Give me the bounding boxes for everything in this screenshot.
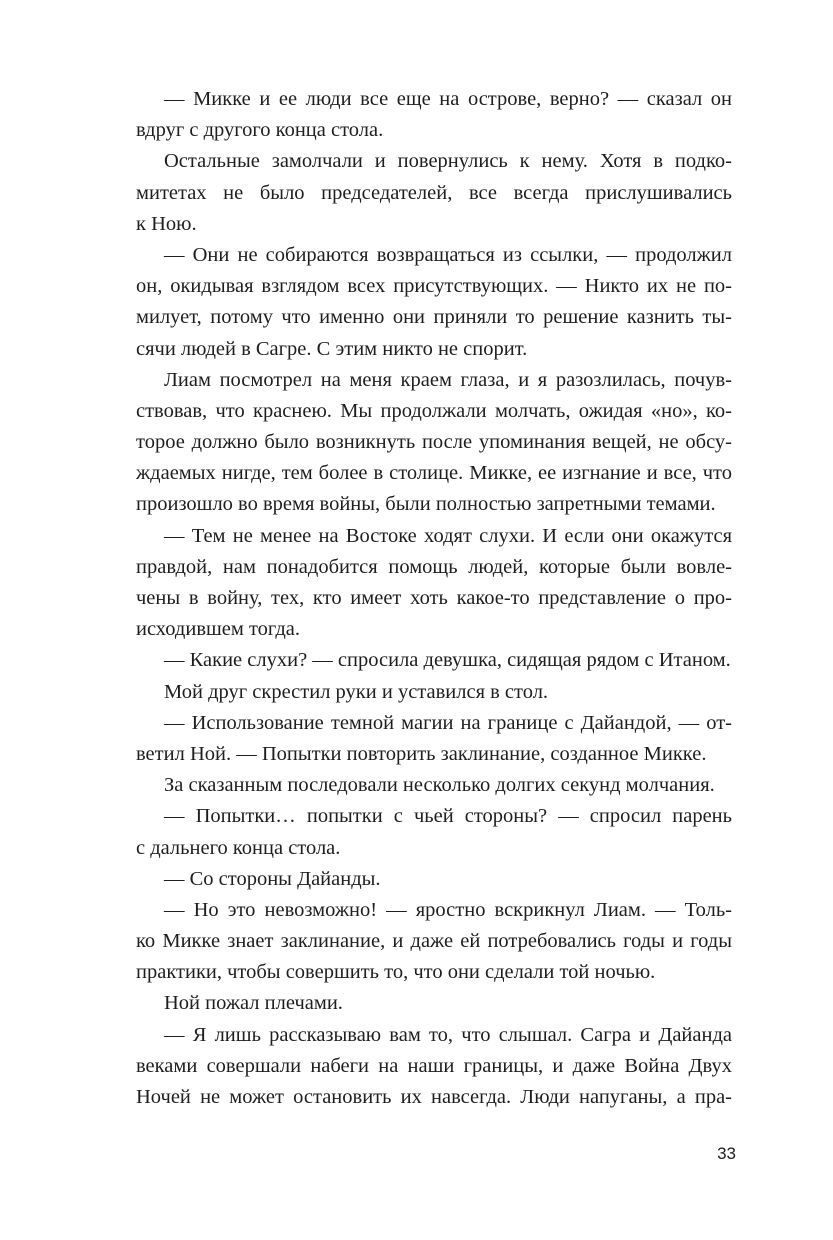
text-line: — Попытки… попытки с чьей стороны? — спросил парень bbox=[164, 805, 732, 828]
text-line: — Тем не менее на Востоке ходят слухи. И если они окажутся bbox=[164, 524, 732, 547]
text-line: — Я лишь рассказываю вам то, что слышал. Сагра и Дайанда bbox=[164, 1023, 732, 1046]
text-line: вдруг с другого конца стола. bbox=[136, 119, 384, 142]
text-line: ветил Ной. — Попытки повторить заклинание, созданное Микке. bbox=[136, 742, 707, 765]
paragraph bbox=[136, 770, 732, 801]
paragraph bbox=[136, 677, 732, 708]
text-line: чены в войну, тех, кто имеет хоть какое-то представление о про- bbox=[136, 587, 732, 609]
text-line: — Они не собираются возвращаться из ссылки, — продолжил bbox=[164, 243, 732, 266]
text-line: ствовав, что краснею. Мы продолжали молчать, ожидая «но», ко- bbox=[136, 399, 732, 422]
text-line: сячи людей в Сагре. С этим никто не спорит. bbox=[136, 337, 528, 360]
text-line: к Ною. bbox=[136, 212, 197, 235]
paragraph bbox=[136, 988, 732, 1019]
text-line: ко Микке знает заклинание, и даже ей потребовались годы и годы bbox=[136, 930, 732, 953]
text-line: — Какие слухи? — спросила девушка, сидящая рядом с Итаном. bbox=[164, 649, 731, 672]
paragraph bbox=[136, 708, 732, 770]
text-line: — Использование темной магии на границе с Дайандой, — от- bbox=[164, 711, 732, 734]
text-line: митетах не было председателей, все всегда прислушивались bbox=[136, 181, 732, 204]
text-line: Остальные замолчали и повернулись к нему. Хотя в подко- bbox=[164, 150, 732, 173]
text-line: ждаемых нигде, тем более в столице. Микке, ее изгнание и все, что bbox=[136, 462, 732, 485]
paragraph bbox=[136, 365, 732, 521]
text-line: — Микке и ее люди все еще на острове, верно? — сказал он bbox=[164, 88, 732, 110]
paragraph bbox=[136, 146, 732, 240]
text-line: — Но это невозможно! — яростно вскрикнул Лиам. — Толь- bbox=[164, 898, 732, 921]
text-line: практики, чтобы совершить то, что они сделали той ночью. bbox=[136, 961, 656, 984]
text-line: Лиам посмотрел на меня краем глаза, и я разозлилась, почув- bbox=[164, 368, 732, 391]
paragraph bbox=[136, 1020, 732, 1114]
paragraph bbox=[136, 84, 732, 146]
page-number: 33 bbox=[717, 1144, 736, 1163]
text-line: — Со стороны Дайанды. bbox=[164, 867, 381, 890]
body-text bbox=[136, 84, 732, 1113]
text-line: Мой друг скрестил руки и уставился в стол. bbox=[164, 680, 549, 703]
text-line: исходившем тогда. bbox=[136, 618, 300, 641]
text-line: За сказанным последовали несколько долгих секунд молчания. bbox=[164, 774, 715, 797]
text-line: правдой, нам понадобится помощь людей, которые были вовле- bbox=[136, 555, 732, 578]
text-line: веками совершали набеги на наши границы, и даже Война Двух bbox=[136, 1054, 732, 1077]
paragraph bbox=[136, 240, 732, 365]
paragraph bbox=[136, 864, 732, 895]
text-line: он, окидывая взглядом всех присутствующих. — Никто их не по- bbox=[136, 275, 732, 298]
paragraph bbox=[136, 895, 732, 989]
paragraph bbox=[136, 521, 732, 646]
text-line: милует, потому что именно они приняли то решение казнить ты- bbox=[136, 306, 732, 329]
paragraph bbox=[136, 801, 732, 863]
text-line: Ной пожал плечами. bbox=[164, 992, 343, 1015]
text-line: торое должно было возникнуть после упоминания вещей, не обсу- bbox=[136, 431, 732, 454]
text-line: Ночей не может остановить их навсегда. Люди напуганы, а пра- bbox=[136, 1086, 732, 1108]
text-line: с дальнего конца стола. bbox=[136, 836, 341, 859]
text-line: произошло во время войны, были полностью запретными темами. bbox=[136, 493, 716, 516]
paragraph bbox=[136, 645, 732, 676]
